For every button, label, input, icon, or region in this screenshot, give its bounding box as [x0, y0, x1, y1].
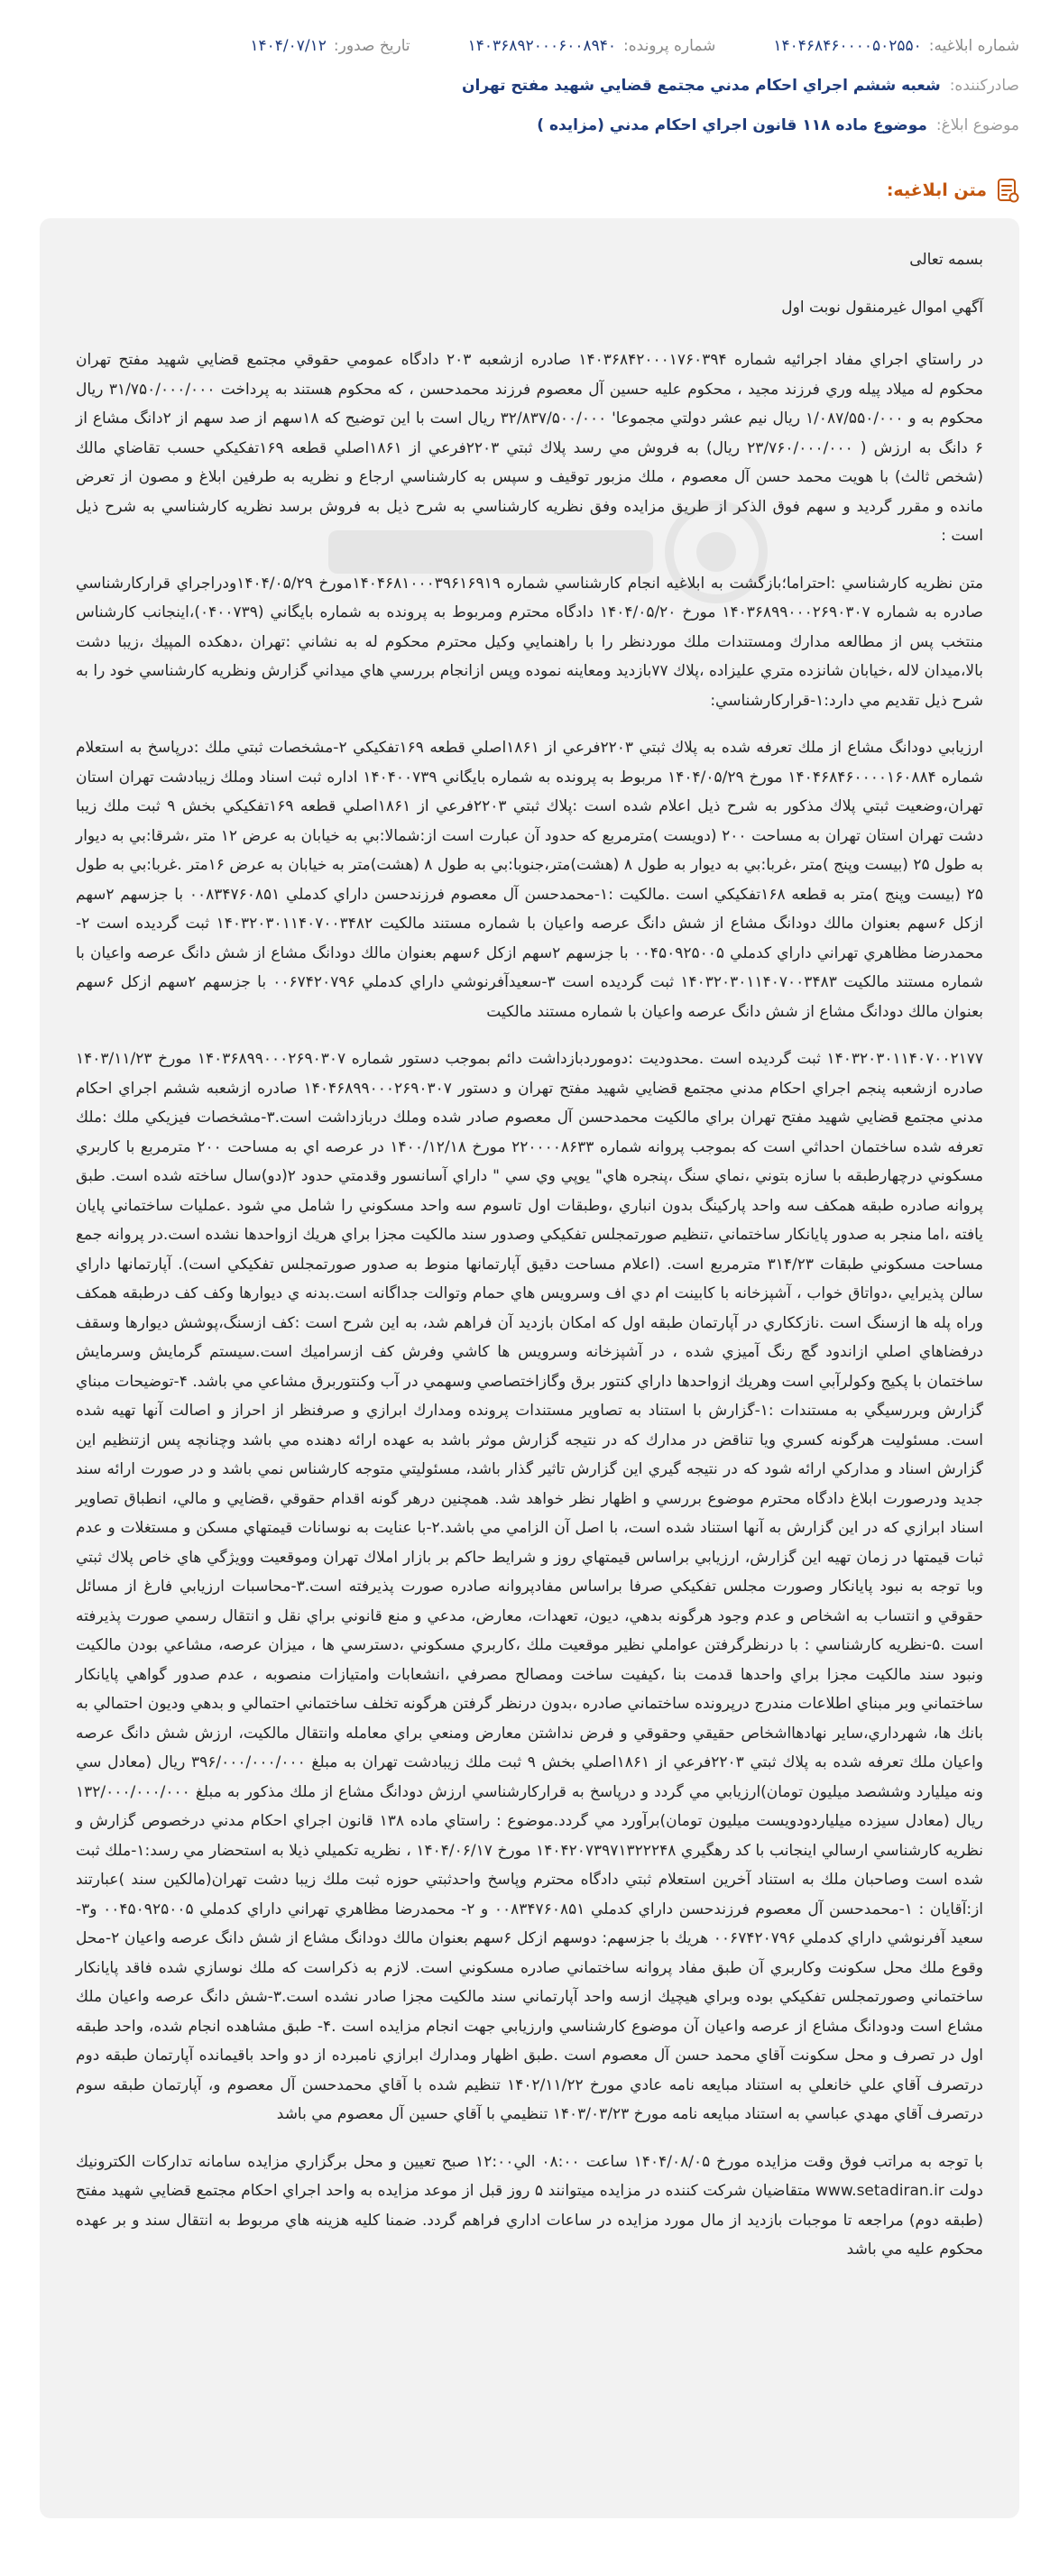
issue-date: [250, 37, 410, 55]
subject-label: موضوع ابلاغ:: [935, 116, 1019, 134]
header-meta-row: [40, 32, 1019, 60]
case-number-value: ۱۴۰۳۶۸۹۲۰۰۰۶۰۰۸۹۴۰: [467, 37, 617, 55]
notice-heading: آگهي اموال غيرمنقول نوبت اول: [781, 298, 983, 317]
issue-date-value: ۱۴۰۴/۰۷/۱۲: [250, 37, 327, 55]
notice-number-label: شماره ابلاغیه:: [928, 37, 1019, 55]
paragraph-expert-opinion: ۱۴۰۳۲۰۳۰۱۱۴۰۷۰۰۲۱۷۷ ثبت گرديده است .محدوديت :دوموردبازداشت دائم بموجب دستور شماره ۱۴۰۳۶۸۹۹۰۰۰۲۶۹۰۳۰۷ مورخ ۱۴۰۳/۱۱/۲۳ صادره ازشعبه پنجم اجراي احكام مدني مجتمع قضايي شهيد مفتح تهران و دستور ۱۴۰۴۶۸۹۹۰۰۰۲۶۹۰۳۰۷ صادره ازشعبه ششم اجراي احكام مدني مجتمع قضايي شهيد مفتح تهران براي مالكيت محمدحسن آل معصوم صادر شده وملك دربازداشت است.۳-مشخصات فيزيكي ملك :ملك تعرفه شده ساختمان احداثي است كه بموجب پروانه شماره ۲۲۰۰۰۰۸۶۳۳ مورخ ۱۴۰۰/۱۲/۱۸ در عرصه اي به مساحت ۲۰۰ مترمربع با كاربري مسكوني درچهارطبقه با سازه بتوني ،نماي سنگ ،پنجره هاي" يوپي وي سي " داراي آسانسور وقدمتي حدود ۲(دو)سال ساخته شده است. طبق پروانه صادره طبقه همكف سه واحد پاركينگ بدون انباري ،وطبقات اول تاسوم سه واحد مسكوني را شامل مي شود .عمليات ساختماني پايان يافته ،اما منجر به صدور پايانكار ساختماني ،تنظيم صورتمجلس تفكيكي وصدور سند مالكيت مجزا براي هريك ازواحدها نشده است.در پروانه جمع مساحت مسكوني طبقات ۳۱۴/۲۳ مترمربع است. (اعلام مساحت دقيق آپارتمانها منوط به صدور صورتمجلس تفكيكي است). آپارتمانها داراي سالن پذيرايي ،دواتاق خواب ، آشپزخانه با كابينت ام دي اف وسرويس هاي حمام وتوالت جداگانه است.بدنه ي ديوارها وكف كف درطبقه همكف وراه پله ها ازسنگ است .نازككاري در آپارتمان طبقه اول كه امكان بازديد آن فراهم شد، به اين شرح است :كف ازسنگ،پوشش ديوارها وسقف درفضاهاي اصلي ازاندود گچ رنگ آميزي شده ، در آشپزخانه وسرويس ها كاشي وفرش كف ازسراميك است.سيستم گرمايش وسرمايش ساختمان با پكيج وكولرآبي است وهريك ازواحدها داراي كنتور برق وگازاختصاصي وسهمي در آب وكنتوربرق مشاعي مي باشد. ۴-توضيحات مبناي گزارش وبررسيگي به مستندات :۱-گزارش با استناد به تصاوير مستندات پرونده ومدارك ابرازي و صرفنظر از احراز و اصالت آنها تهيه شده است. مسئوليت هرگونه كسري ويا تناقض در مدارك كه در نتيجه گزارش موثر باشد به عهده ارائه دهنده مي باشد وچنانچه پس ازتنظيم اين گزارش اسناد و مداركي ارائه شود كه در نتيجه گيري اين گزارش تاثير گذار باشد، مسئوليتي متوجه كارشناس نمي باشد و در صورت ارائه سند جديد ودرصورت ابلاغ دادگاه محترم موضوع بررسي و اظهار نظر خواهد شد. همچنين درهر گونه اقدام حقوقي ،قضايي و مالي، انطباق تصاوير اسناد ابرازي كه در اين گزارش به آنها استناد شده است، با اصل آن الزامي مي باشد.۲-با عنايت به نوسانات قيمتهاي مسكن و مستغلات و عدم ثبات قيمتها در زمان تهيه اين گزارش، ارزيابي براساس قيمتهاي روز و شرايط حاكم بر بازار املاك تهران وموقعيت وويژگي هاي خاص پلاك ثبتي وبا توجه به نبود پايانكار وصورت مجلس تفكيكي صرفا براساس مفادپروانه صادره صورت پذيرفته است.۳-محاسبات ارزيابي فارغ از مسائل حقوقي و انتساب به اشخاص و عدم وجود هرگونه بدهي، ديون، تعهدات، معارض، مدعي و منع قانوني براي نقل و انتقال رسمي صورت پذيرفته است .۵-نظريه كارشناسي : با درنظرگرفتن عواملي نظير موقعيت ملك ،كاربري مسكوني ،دسترسي ها ، ميزان عرصه، مشاعي بودن مالكيت ونبود سند مالكيت مجزا براي واحدها قدمت بنا ،كيفيت ساخت ومصالح مصرفي ،انشعابات وامتيازات منصوبه ، عدم صدور گواهي پايانكار ساختماني وبر مبناي اطلاعات مندرج درپرونده ساختماني صادره ،بدون درنظر گرفتن هرگونه تخلف ساختماني احتمالي و بدهي وديون احتمالي به بانك ها، شهرداري،ساير نهادهااشخاص حقيقي وحقوقي و فرض نداشتن معارض ومنعي براي معامله وانتقال مالكيت، ارزش شش دانگ عرصه واعيان ملك تعرفه شده به پلاك ثبتي ۲۲۰۳فرعي از ۱۸۶۱اصلي بخش ۹ ثبت ملك زيبادشت تهران به مبلغ ۳۹۶/۰۰۰/۰۰۰/۰۰۰ ريال (معادل سي ونه ميليارد وششصد ميليون تومان)ارزيابي مي گردد و درپاسخ به قرارکارشناسي ارزش دودانگ مشاع از ملك مذكور به مبلغ ۱۳۲/۰۰۰/۰۰۰/۰۰۰ ريال (معادل سيزده ميلياردودويست ميليون تومان)برآورد مي گردد.موضوع : راستاي ماده ۱۳۸ قانون اجراي احكام مدني درخصوص گزارش و نظريه كارشناسي ارسالي اينجانب با كد رهگيري ۱۴۰۴۲۰۷۳۹۷۱۳۲۲۲۴۸ مورخ ۱۴۰۴/۰۶/۱۷ ، نظريه تكميلي ذيلا به استحضار مي رسد:۱-ملك ثبت شده است وصاحبان ملك به استناد آخرين استعلام ثبتي دادگاه محترم وپاسخ واحدثبتي حوزه ثبت ملك زيبا دشت تهران(مالكين سند )عبارتند از:آقايان : ۱-محمدحسن آل معصوم فرزندحسن داراي كدملي ۰۰۸۳۴۷۶۰۸۵۱ و ۲- محمدرضا مظاهري تهراني داراي كدملي ۰۰۴۵۰۹۲۵۰۰۵ و۳- سعيد آفرنوشي داراي كدملي ۰۰۶۷۴۲۰۷۹۶ هريك با جزسهم: دوسهم ازكل ۶سهم بعنوان مالك دودانگ مشاع از شش دانگ عرصه واعيان ۲-محل وقوع ملك محل سكونت وكاربري آن طبق مفاد پروانه ساختماني صادره مسكوني است. لازم به ذكراست كه ملك نوسازي شده فاقد پايانكار ساختماني وصورتمجلس تفكيكي بوده وبراي هيچيك ازسه واحد آپارتماني سند مالكيت مجزا صادر نشده است.۳-شش دانگ عرصه واعيان ملك مشاع است ودودانگ مشاع از عرصه واعيان آن موضوع كارشناسي وارزيابي جهت انجام مزايده است .۴- طبق مشاهده انجام شده، واحد طبقه اول در تصرف و محل سكونت آقاي محمد حسن آل معصوم است .طبق اظهار ومدارك ابرازي نامبرده از دو واحد باقيمانده آپارتمان طبقه دوم درتصرف آقاي علي خانعلي به استناد مبايعه نامه عادي مورخ ۱۴۰۲/۱۱/۲۲ تنظيم شده با آقاي محمدحسن آل معصوم و، آپارتمان طبقه سوم درتصرف آقاي مهدي عباسي به استناد مبايعه نامه مورخ ۱۴۰۳/۰۳/۲۳ تنظيمي با آقاي حسين آل معصوم مي باشد: [76, 1050, 984, 2123]
greeting-text: بسمه تعالی: [909, 251, 983, 269]
subject-value: موضوع ماده ۱۱۸ قانون اجراي احكام مدني (مزايده ): [537, 116, 927, 134]
notice-number: [773, 37, 1019, 55]
paragraph-execution: در راستاي اجراي مفاد اجرائيه شماره ۱۴۰۳۶۸۴۲۰۰۰۱۷۶۰۳۹۴ صادره ازشعبه ۲۰۳ دادگاه عمومي حقوقي مجتمع قضايي شهيد مفتح تهران محكوم له ميلاد پيله وري فرزند مجيد ، محكوم عليه حسين آل معصوم فرزند محمدحسن ، كه محكوم هستند به پرداخت ۳۱/۷۵۰/۰۰۰/۰۰۰ ريال محكوم به و ۱/۰۸۷/۵۵۰/۰۰۰ ريال نيم عشر دولتي مجموعا' ۳۲/۸۳۷/۵۰۰/۰۰۰ ريال است با اين توضيح كه ۱۸سهم از صد سهم از ۲دانگ مشاع از ۶ دانگ به ارزش ( ۲۳/۷۶۰/۰۰۰/۰۰۰ ريال) به فروش مي رسد پلاك ثبتي ۲۲۰۳فرعي از ۱۸۶۱اصلي قطعه ۱۶۹تفكيكي حسب تقاضاي مالك (شخص ثالث) با هويت محمد حسن آل معصوم ، ملك مزبور توقيف و سپس به كارشناسي ارجاع و نظريه به طرفين ابلاغ و مصون از تعرض مانده و مقرر گرديد و سهم فوق الذكر از طريق مزايده وفق نظريه كارشناسي به شرح ذيل به فروش برسد نظريه كارشناسي به شرح ذيل است :: [76, 351, 984, 545]
issuer-label: صادرکننده:: [949, 77, 1019, 95]
case-number-label: شماره پرونده:: [623, 37, 716, 55]
issuer-value: شعبه ششم اجراي احكام مدني مجتمع قضايي شهيد مفتح تهران: [461, 77, 941, 95]
paragraph-auction-terms: با توجه به مراتب فوق وقت مزايده مورخ ۱۴۰۴/۰۸/۰۵ ساعت ۰۸:۰۰ الي۱۲:۰۰ صبح تعيين و محل برگزاري مزايده سامانه تداركات الكترونيك دولت www.setadiran.ir متقاضيان شركت كننده در مزايده ميتوانند ۵ روز قبل از موعد مزايده به واحد اجراي احكام مجتمع قضايي شهيد مفتح (طبقه دوم) مراجعه تا موجبات بازديد از مال مورد مزايده در ساعات اداري فراهم گردد. ضمنا كليه هزينه هاي مربوط به انتقال سند و بر عهده محكوم عليه مي باشد: [76, 2152, 983, 2259]
section-title: متن ابلاغیه:: [886, 180, 987, 200]
section-header: [40, 175, 1019, 206]
subject-row: [40, 112, 1019, 139]
case-number: [468, 37, 716, 55]
paragraph-expert-intro: متن نظريه كارشناسي :احتراما؛بازگشت به ابلاغيه انجام كارشناسي شماره ۱۴۰۴۶۸۱۰۰۰۳۹۶۱۶۹۱۹مورخ ۱۴۰۴/۰۵/۲۹ودراجراي قرارکارشناسي صادره به شماره ۱۴۰۳۶۸۹۹۰۰۰۲۶۹۰۳۰۷ مورخ ۱۴۰۴/۰۵/۲۰ دادگاه محترم ومربوط به پرونده به شماره بايگاني (۰۴۰۰۷۳۹)،اينجانب كارشناس منتخب پس از مطالعه مدارك ومستندات ملك موردنظر را با راهنمايي وكيل محترم محكوم له به نشاني :تهران ،دهكده المپيك ،زيبا دشت بالا،ميدان لاله ،خيابان شانزده متري عليزاده ،پلاك ۷۷بازديد ومعاينه نموده وپس ازانجام بررسي هاي ميداني گزارش ونظريه كارشناسي خود را به شرح ذيل تقديم مي دارد:۱-قرارکارشناسي:: [76, 574, 983, 710]
notice-body-card: [40, 218, 1019, 2518]
notice-number-value: ۱۴۰۴۶۸۴۶۰۰۰۰۵۰۲۵۵۰: [773, 37, 922, 55]
paragraph-registry-details: ارزيابي دودانگ مشاع از ملك تعرفه شده به پلاك ثبتي ۲۲۰۳فرعي از ۱۸۶۱اصلي قطعه ۱۶۹تفكيكي ۲-مشخصات ثبتي ملك :درپاسخ به استعلام شماره ۱۴۰۴۶۸۴۶۰۰۰۰۱۶۰۸۸۴ مورخ ۱۴۰۴/۰۵/۲۹ مربوط به پرونده به شماره بايگاني ۱۴۰۴۰۰۷۳۹ اداره ثبت اسناد وملك زيبادشت تهران استان تهران،وضعيت ثبتي پلاك مذكور به شرح ذيل اعلام شده است :پلاك ثبتي ۲۲۰۳فرعي از ۱۸۶۱اصلي قطعه ۱۶۹تفكيكي بخش ۹ ثبت ملك زيبا دشت تهران استان تهران به مساحت ۲۰۰ (دويست )مترمربع كه حدود آن عبارت است از:شمالا:بي به خيابان به عرض ۱۲ متر ،شرقا:بي به ديوار به طول ۲۵ (بيست وپنج )متر ،غربا:بي به ديوار به طول ۸ (هشت)متر،جنوبا:بي به طول ۸ (هشت)متر به خيابان به عرض ۱۶متر .غربا:بي به طول ۲۵ (بيست وپنج )متر به قطعه ۱۶۸تفكيكي است .مالكيت :۱-محمدحسن آل معصوم فرزندحسن داراي كدملي ۰۰۸۳۴۷۶۰۸۵۱ با جزسهم ۲سهم ازكل ۶سهم بعنوان مالك دودانگ مشاع از شش دانگ عرصه واعيان با شماره مستند مالكيت ۱۴۰۳۲۰۳۰۱۱۴۰۷۰۰۳۴۸۲ ثبت گرديده است ۲- محمدرضا مظاهري تهراني داراي كدملي ۰۰۴۵۰۹۲۵۰۰۵ با جزسهم ۲سهم ازكل ۶سهم بعنوان مالك دودانگ مشاع از شش دانگ عرصه واعيان با شماره مستند مالكيت ۱۴۰۳۲۰۳۰۱۱۴۰۷۰۰۳۴۸۳ ثبت گرديده است ۳-سعيدآفرنوشي داراي كدملي ۰۰۶۷۴۲۰۷۹۶ با جزسهم ۲سهم ازكل ۶سهم بعنوان مالك دودانگ مشاع از شش دانگ عرصه واعيان با شماره مستند مالكيت: [76, 739, 984, 1021]
issue-date-label: تاریخ صدور:: [333, 37, 410, 55]
document-icon: [996, 178, 1019, 203]
issuer-row: [40, 72, 1019, 99]
